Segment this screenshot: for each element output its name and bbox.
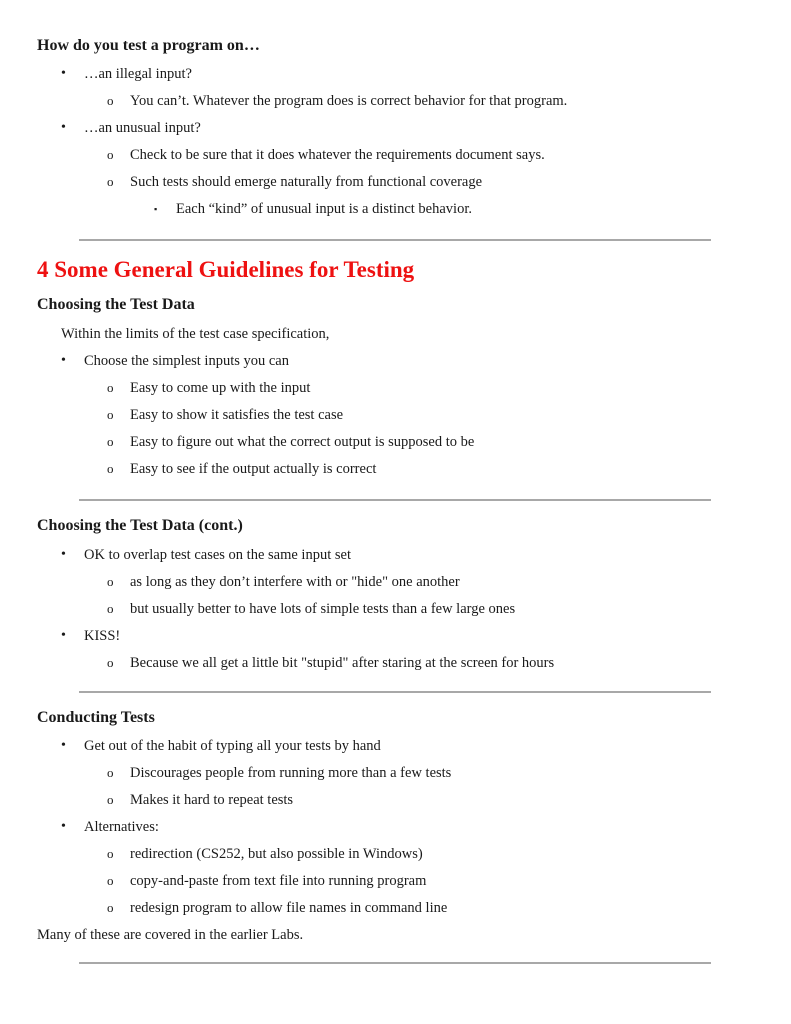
circle-bullet-icon: o [107, 765, 114, 780]
section-heading-choosing-test-data-cont: Choosing the Test Data (cont.) [37, 517, 243, 534]
list-item: You can’t. Whatever the program does is correct behavior for that program. [130, 93, 568, 109]
list-item: …an illegal input? [84, 66, 192, 82]
list-item: copy-and-paste from text file into running program [130, 873, 427, 889]
list-item: KISS! [84, 628, 121, 644]
list-item: Such tests should emerge naturally from functional coverage [130, 174, 483, 190]
closing-text: Many of these are covered in the earlier Labs. [37, 927, 304, 943]
divider [79, 691, 711, 693]
divider [79, 499, 711, 501]
section-heading-choosing-test-data: Choosing the Test Data [37, 296, 195, 313]
list-item: Easy to come up with the input [130, 380, 311, 396]
list-item: …an unusual input? [84, 120, 201, 136]
list-item: as long as they don’t interfere with or "hide" one another [130, 574, 460, 590]
list-item: but usually better to have lots of simple tests than a few large ones [130, 601, 516, 617]
list-item: Discourages people from running more than a few tests [130, 765, 452, 781]
circle-bullet-icon: o [107, 601, 114, 616]
circle-bullet-icon: o [107, 461, 114, 476]
circle-bullet-icon: o [107, 174, 114, 189]
list-item: redirection (CS252, but also possible in Windows) [130, 846, 423, 862]
list-item: Easy to see if the output actually is correct [130, 461, 377, 477]
list-item: OK to overlap test cases on the same input set [84, 547, 351, 563]
bullet-icon: • [61, 66, 66, 81]
list-item: Alternatives: [84, 819, 159, 835]
circle-bullet-icon: o [107, 380, 114, 395]
bullet-icon: • [61, 819, 66, 834]
section-heading-illegal-input: How do you test a program on… [37, 37, 260, 54]
divider [79, 239, 711, 241]
circle-bullet-icon: o [107, 147, 114, 162]
circle-bullet-icon: o [107, 93, 114, 108]
list-item: Easy to figure out what the correct output is supposed to be [130, 434, 475, 450]
intro-text: Within the limits of the test case specification, [61, 326, 330, 342]
list-item: Each “kind” of unusual input is a distinct behavior. [176, 201, 472, 217]
divider [79, 962, 711, 964]
list-item: Choose the simplest inputs you can [84, 353, 289, 369]
list-item: Because we all get a little bit "stupid" after staring at the screen for hours [130, 655, 555, 671]
circle-bullet-icon: o [107, 792, 114, 807]
circle-bullet-icon: o [107, 873, 114, 888]
circle-bullet-icon: o [107, 434, 114, 449]
circle-bullet-icon: o [107, 574, 114, 589]
list-item: Get out of the habit of typing all your tests by hand [84, 738, 381, 754]
circle-bullet-icon: o [107, 407, 114, 422]
bullet-icon: • [61, 738, 66, 753]
list-item: Makes it hard to repeat tests [130, 792, 294, 808]
circle-bullet-icon: o [107, 900, 114, 915]
bullet-icon: • [61, 353, 66, 368]
bullet-icon: • [61, 120, 66, 135]
bullet-icon: • [61, 628, 66, 643]
bullet-icon: • [61, 547, 66, 562]
list-item: Check to be sure that it does whatever the requirements document says. [130, 147, 545, 163]
list-item: redesign program to allow file names in command line [130, 900, 448, 916]
circle-bullet-icon: o [107, 846, 114, 861]
section-heading-conducting-tests: Conducting Tests [37, 709, 155, 726]
circle-bullet-icon: o [107, 655, 114, 670]
square-bullet-icon: ▪ [154, 204, 158, 214]
list-item: Easy to show it satisfies the test case [130, 407, 344, 423]
chapter-title: 4 Some General Guidelines for Testing [37, 257, 415, 282]
